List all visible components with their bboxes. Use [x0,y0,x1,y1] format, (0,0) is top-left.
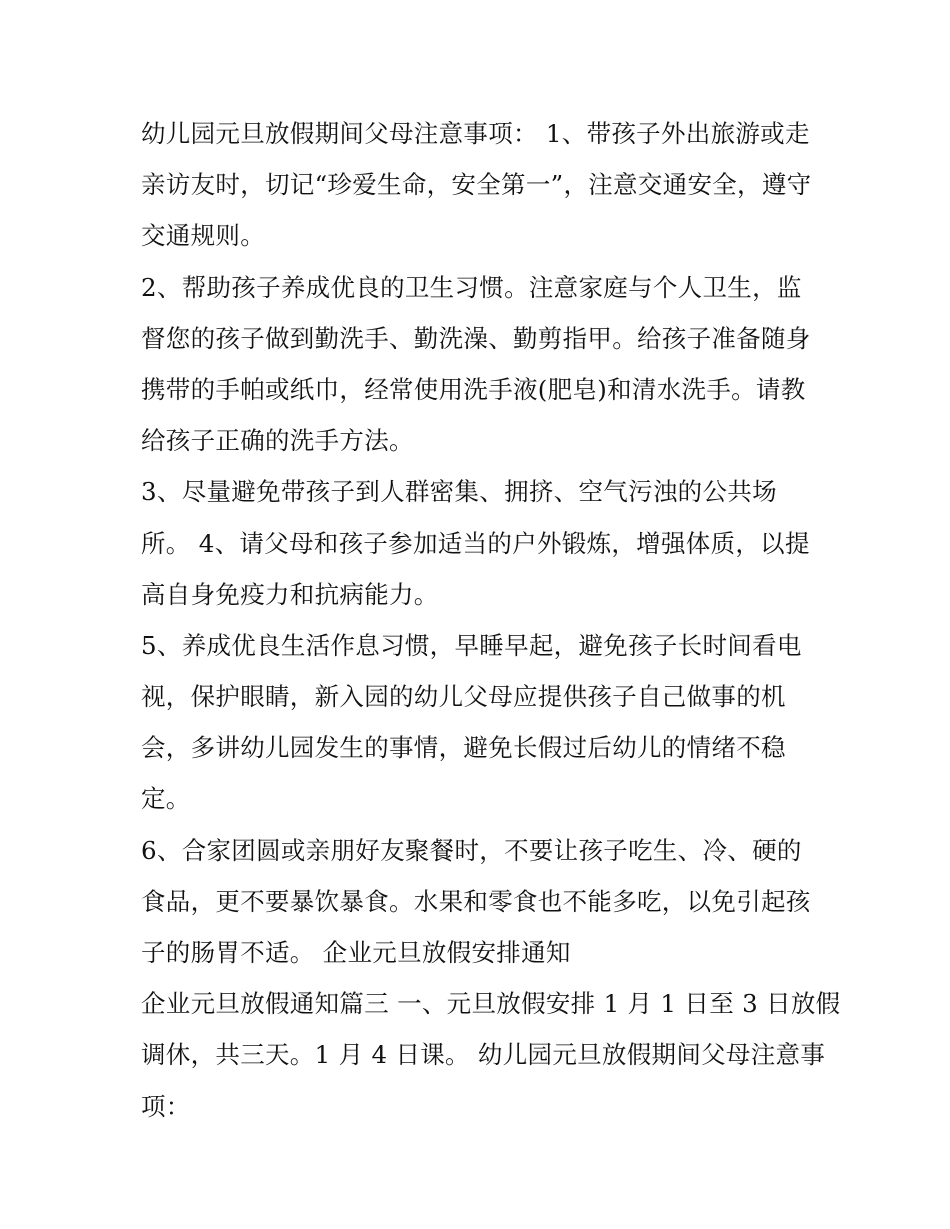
text-line: 幼儿园元旦放假期间父母注意事项： 1、带孩子外出旅游或走 [141,119,810,148]
text-line: 交通规则。 [141,221,265,251]
text-line: 企业元旦放假通知篇三 一、元旦放假安排 1 月 1 日至 3 日放假 [141,989,841,1019]
paragraph-1 [141,108,821,262]
text-line: 2、帮助孩子养成优良的卫生习惯。注意家庭与个人卫生，监 [141,272,802,302]
text-line: 给孩子正确的洗手方法。 [141,426,414,456]
text-line: 定。 [141,784,191,814]
paragraph-2 [141,262,821,467]
text-line: 督您的孩子做到勤洗手、勤洗澡、勤剪指甲。给孩子准备随身 [141,323,811,353]
text-line: 亲访友时，切记“珍爱生命，安全第一”，注意交通安全，遵守 [141,170,812,200]
text-line: 6、合家团圆或亲朋好友聚餐时，不要让孩子吃生、冷、硬的 [141,835,802,865]
text-line: 所。 4、请父母和孩子参加适当的户外锻炼，增强体质，以提 [141,528,810,558]
text-line: 携带的手帕或纸巾，经常使用洗手液(肥皂)和清水洗手。请教 [141,374,806,404]
text-line: 3、尽量避免带孩子到人群密集、拥挤、空气污浊的公共场 [141,477,777,507]
text-line: 5、养成优良生活作息习惯，早睡早起，避免孩子长时间看电 [141,630,802,660]
paragraph-3 [141,466,821,620]
paragraph-4 [141,620,821,825]
paragraph-6 [141,978,841,1132]
text-line: 高自身免疫力和抗病能力。 [141,579,439,609]
text-line: 项： [141,1091,191,1121]
paragraph-5 [141,825,821,979]
document-body [141,108,841,1132]
text-line: 会，多讲幼儿园发生的事情，避免长假过后幼儿的情绪不稳 [141,733,786,763]
text-line: 子的肠胃不适。 企业元旦放假安排通知 [141,938,571,967]
text-line: 调休，共三天。1 月 4 日课。 幼儿园元旦放假期间父母注意事 [141,1040,826,1070]
text-line: 食品，更不要暴饮暴食。水果和零食也不能多吃，以免引起孩 [141,886,811,916]
text-line: 视，保护眼睛，新入园的幼儿父母应提供孩子自己做事的机 [141,682,786,712]
